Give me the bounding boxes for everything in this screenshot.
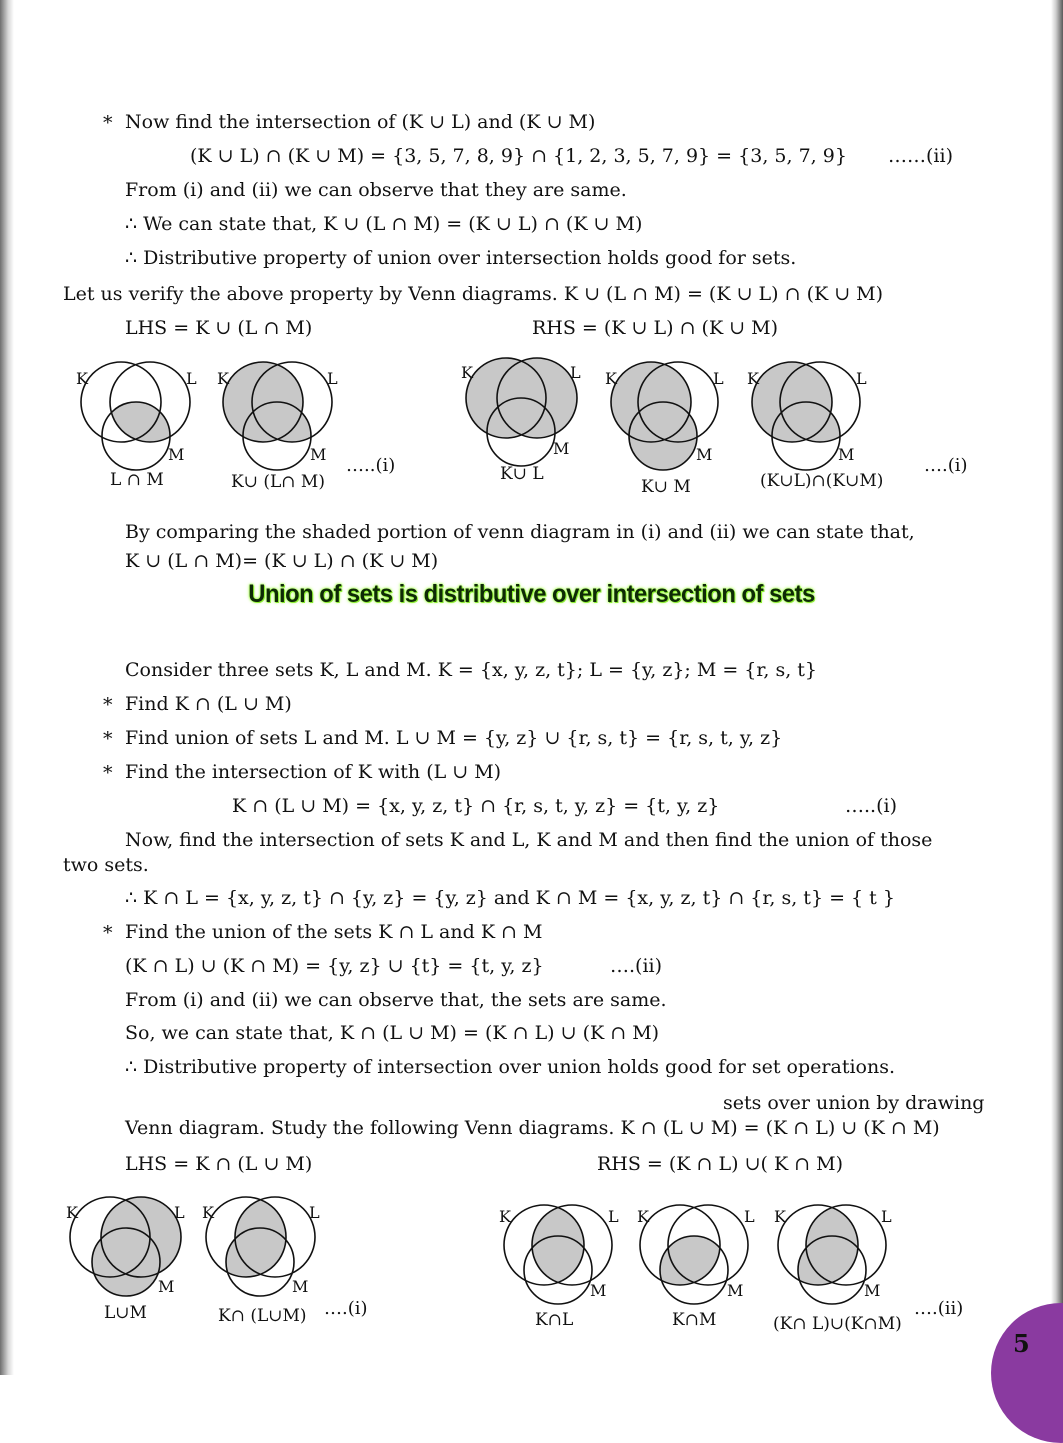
text-line: So, we can state that, K ∩ (L ∪ M) = (K ∩ L) ∪ (K ∩ M) [125, 1022, 660, 1044]
set-label-m: M [590, 1281, 607, 1300]
lhs-label: LHS = K ∪ (L ∩ M) [125, 317, 313, 339]
text-fragment: sets over union by drawing [723, 1092, 985, 1114]
equation: K ∪ (L ∩ M)= (K ∪ L) ∩ (K ∪ M) [125, 550, 439, 572]
diagram-tag: …..(i) [346, 455, 396, 476]
page-badge-circle [991, 1303, 1063, 1443]
text-line: By comparing the shaded portion of venn diagram in (i) and (ii) we can state that, [125, 521, 915, 543]
equation-tag: ….(ii) [610, 955, 663, 977]
text-line: Find the union of the sets K ∩ L and K ∩ M [125, 921, 543, 943]
text-line: From (i) and (ii) we can observe that, the sets are same. [125, 989, 667, 1011]
set-label-k: K [499, 1207, 511, 1226]
set-label-k: K [76, 369, 88, 388]
set-label-m: M [864, 1281, 881, 1300]
venn-caption: (K∪L)∩(K∪M) [760, 471, 884, 491]
diagram-tag: ….(ii) [914, 1298, 964, 1319]
equation: (K ∩ L) ∪ (K ∩ M) = {y, z} ∪ {t} = {t, y, z} [125, 955, 544, 977]
diagram-tag: ….(i) [324, 1298, 368, 1319]
text-line: From (i) and (ii) we can observe that they are same. [125, 179, 627, 201]
set-label-l: L [327, 369, 338, 388]
bullet: * [103, 112, 113, 134]
venn-caption: K∩ (L∪M) [218, 1306, 307, 1326]
equation-tag: ……(ii) [888, 145, 953, 167]
venn-caption: L∪M [104, 1303, 147, 1323]
bullet: * [103, 922, 113, 944]
equation-tag: …..(i) [845, 795, 897, 817]
equation: K ∩ (L ∪ M) = {x, y, z, t} ∩ {r, s, t, y, z} = {t, y, z} [232, 795, 720, 817]
page-number: 5 [1013, 1329, 1030, 1358]
set-label-m: M [696, 445, 713, 464]
text-line: Find union of sets L and M. L ∪ M = {y, z} ∪ {r, s, t} = {r, s, t, y, z} [125, 727, 783, 749]
set-label-k: K [217, 369, 229, 388]
venn-caption: K∪ M [641, 477, 691, 497]
set-label-l: L [309, 1203, 320, 1222]
set-label-l: L [608, 1207, 619, 1226]
venn-caption: K∪ (L∩ M) [231, 472, 325, 492]
venn-caption: K∪ L [500, 464, 544, 484]
set-label-k: K [774, 1207, 786, 1226]
set-label-m: M [838, 445, 855, 464]
set-label-k: K [461, 363, 473, 382]
text-line: Find K ∩ (L ∪ M) [125, 693, 292, 715]
set-label-k: K [605, 369, 617, 388]
set-label-k: K [747, 369, 759, 388]
set-label-k: K [637, 1207, 649, 1226]
venn-caption: K∩L [535, 1310, 574, 1330]
set-label-k: K [66, 1203, 78, 1222]
set-label-m: M [727, 1281, 744, 1300]
text-line: Consider three sets K, L and M. K = {x, y, z, t}; L = {y, z}; M = {r, s, t} [125, 659, 818, 681]
page-number-badge [991, 1303, 1063, 1375]
text-line: Find the intersection of K with (L ∪ M) [125, 761, 502, 783]
set-label-m: M [158, 1277, 175, 1296]
venn-caption: (K∩ L)∪(K∩M) [773, 1314, 902, 1334]
diagram-tag: ….(i) [924, 455, 968, 476]
text-line: two sets. [63, 854, 149, 876]
text-line: Now find the intersection of (K ∪ L) and (K ∪ M) [125, 111, 596, 133]
set-label-l: L [744, 1207, 755, 1226]
bullet: * [103, 728, 113, 750]
set-label-l: L [186, 369, 197, 388]
set-label-m: M [310, 445, 327, 464]
text-line: ∴ Distributive property of union over intersection holds good for sets. [125, 247, 797, 269]
text-line: ∴ We can state that, K ∪ (L ∩ M) = (K ∪ L) ∩ (K ∪ M) [125, 213, 643, 235]
venn-caption: K∩M [672, 1310, 717, 1330]
venn-caption: L ∩ M [110, 470, 164, 490]
text-line: Let us verify the above property by Venn diagrams. K ∪ (L ∩ M) = (K ∪ L) ∩ (K ∪ M) [63, 283, 884, 305]
bullet: * [103, 762, 113, 784]
text-line: ∴ Distributive property of intersection over union holds good for set operations. [125, 1056, 895, 1078]
rhs-label: RHS = (K ∪ L) ∩ (K ∪ M) [532, 317, 778, 339]
set-label-k: K [202, 1203, 214, 1222]
set-label-l: L [881, 1207, 892, 1226]
equation: (K ∪ L) ∩ (K ∪ M) = {3, 5, 7, 8, 9} ∩ {1, 2, 3, 5, 7, 9} = {3, 5, 7, 9} [190, 145, 847, 167]
set-label-m: M [553, 439, 570, 458]
text-line: Venn diagram. Study the following Venn diagrams. K ∩ (L ∪ M) = (K ∩ L) ∪ (K ∩ M) [125, 1117, 940, 1139]
set-label-l: L [713, 369, 724, 388]
text-line: Now, find the intersection of sets K and L, K and M and then find the union of those [125, 829, 933, 851]
set-label-l: L [174, 1203, 185, 1222]
set-label-l: L [570, 363, 581, 382]
set-label-l: L [856, 369, 867, 388]
rhs-label: RHS = (K ∩ L) ∪( K ∩ M) [597, 1153, 843, 1175]
section-heading: Union of sets is distributive over intersection of sets [248, 580, 815, 608]
equation: ∴ K ∩ L = {x, y, z, t} ∩ {y, z} = {y, z} and K ∩ M = {x, y, z, t} ∩ {r, s, t} = { t } [125, 887, 895, 909]
set-label-m: M [168, 445, 185, 464]
lhs-label: LHS = K ∩ (L ∪ M) [125, 1153, 313, 1175]
bullet: * [103, 694, 113, 716]
set-label-m: M [292, 1277, 309, 1296]
